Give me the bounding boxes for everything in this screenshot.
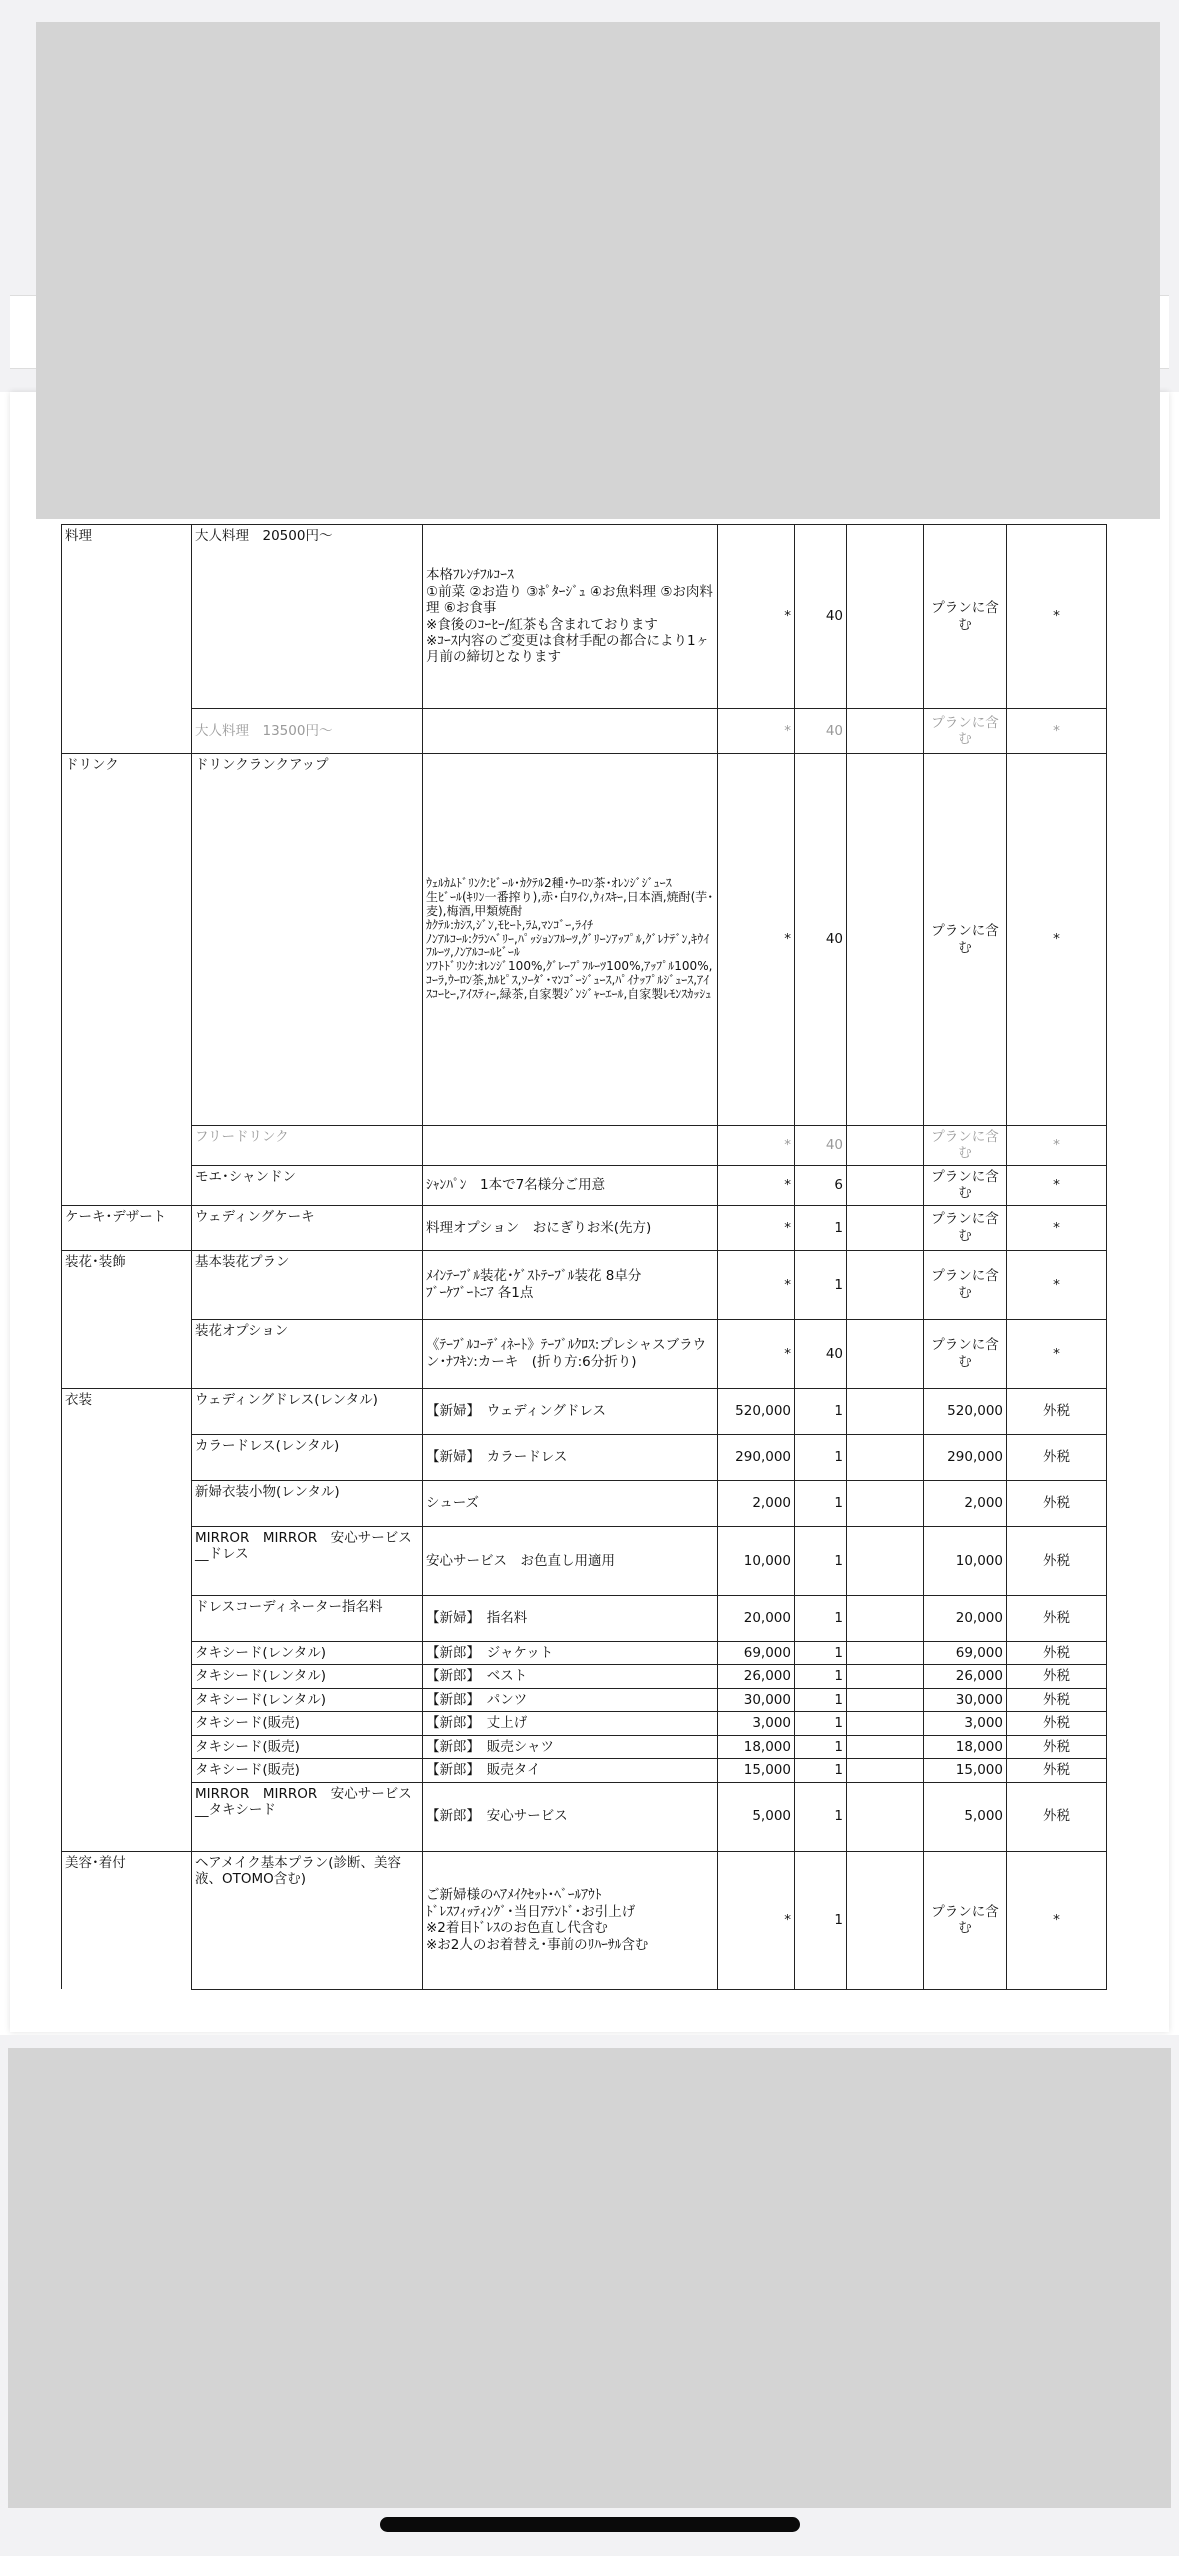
table-row xyxy=(62,1165,1107,1205)
blank-cell xyxy=(847,1759,924,1782)
item-cell: タキシード(販売) xyxy=(192,1712,423,1735)
amount-cell: 290,000 xyxy=(924,1434,1007,1480)
quantity-cell: 1 xyxy=(795,1250,847,1319)
detail-cell: 【新郎】 販売タイ xyxy=(423,1759,718,1782)
blank-cell xyxy=(847,1665,924,1688)
item-cell: 新婦衣装小物(レンタル) xyxy=(192,1480,423,1526)
table-row xyxy=(62,1250,1107,1319)
amount-cell: 18,000 xyxy=(924,1735,1007,1758)
item-cell: MIRROR MIRROR 安心サービス__タキシード xyxy=(192,1782,423,1851)
table-row xyxy=(62,1759,1107,1782)
quantity-cell: 1 xyxy=(795,1526,847,1595)
amount-cell: プランに含む xyxy=(924,1205,1007,1250)
amount-cell: 520,000 xyxy=(924,1388,1007,1434)
tax-cell: 外税 xyxy=(1007,1735,1107,1758)
blank-cell xyxy=(847,1595,924,1641)
amount-cell: 69,000 xyxy=(924,1641,1007,1664)
amount-cell: プランに含む xyxy=(924,754,1007,1126)
blank-cell xyxy=(847,1434,924,1480)
unit-price-cell: 18,000 xyxy=(718,1735,795,1758)
unit-price-cell: 10,000 xyxy=(718,1526,795,1595)
quantity-cell: 6 xyxy=(795,1165,847,1205)
amount-cell: 3,000 xyxy=(924,1712,1007,1735)
quantity-cell: 1 xyxy=(795,1205,847,1250)
tax-cell: 外税 xyxy=(1007,1688,1107,1711)
table-row xyxy=(62,1526,1107,1595)
unit-price-cell: 15,000 xyxy=(718,1759,795,1782)
unit-price-cell: * xyxy=(718,1319,795,1388)
category-cell: 装花･装飾 xyxy=(62,1250,192,1388)
quantity-cell: 40 xyxy=(795,709,847,754)
tax-cell: * xyxy=(1007,1205,1107,1250)
detail-cell: ご新婦様のﾍｱﾒｲｸｾｯﾄ･ﾍﾞｰﾙｱｳﾄ ﾄﾞﾚｽﾌｨｯﾃｨﾝｸﾞ･当日ｱﾃﾝﾄﾞ･お引上げ ※2着目ﾄﾞﾚｽのお色直し代含む ※お2人のお着替え･事前のﾘﾊｰｻﾙ含む xyxy=(423,1851,718,1989)
item-cell: タキシード(レンタル) xyxy=(192,1665,423,1688)
item-cell: タキシード(レンタル) xyxy=(192,1641,423,1664)
blank-cell xyxy=(847,1388,924,1434)
tax-cell: 外税 xyxy=(1007,1480,1107,1526)
blank-cell xyxy=(847,1641,924,1664)
tax-cell: * xyxy=(1007,525,1107,709)
unit-price-cell: * xyxy=(718,1205,795,1250)
amount-cell: 5,000 xyxy=(924,1782,1007,1851)
quantity-cell: 1 xyxy=(795,1735,847,1758)
blank-cell xyxy=(847,525,924,709)
quantity-cell: 1 xyxy=(795,1712,847,1735)
item-cell: モエ･シャンドン xyxy=(192,1165,423,1205)
unit-price-cell: * xyxy=(718,709,795,754)
quantity-cell: 1 xyxy=(795,1595,847,1641)
quantity-cell: 1 xyxy=(795,1480,847,1526)
unit-price-cell: 30,000 xyxy=(718,1688,795,1711)
amount-cell: 2,000 xyxy=(924,1480,1007,1526)
unit-price-cell: 5,000 xyxy=(718,1782,795,1851)
item-cell: ウェディングドレス(レンタル) xyxy=(192,1388,423,1434)
item-cell: 基本装花プラン xyxy=(192,1250,423,1319)
table-row xyxy=(62,1595,1107,1641)
tax-cell: 外税 xyxy=(1007,1641,1107,1664)
table-row xyxy=(62,1782,1107,1851)
tax-cell: 外税 xyxy=(1007,1526,1107,1595)
amount-cell: プランに含む xyxy=(924,1250,1007,1319)
table-row xyxy=(62,754,1107,1126)
detail-cell: 安心サービス お色直し用適用 xyxy=(423,1526,718,1595)
tax-cell: * xyxy=(1007,1126,1107,1166)
table-row xyxy=(62,525,1107,709)
blank-cell xyxy=(847,1526,924,1595)
table-row xyxy=(62,1641,1107,1664)
tax-cell: * xyxy=(1007,1319,1107,1388)
tax-cell: * xyxy=(1007,1165,1107,1205)
amount-cell: 30,000 xyxy=(924,1688,1007,1711)
detail-cell: ﾒｲﾝﾃｰﾌﾞﾙ装花･ｹﾞｽﾄﾃｰﾌﾞﾙ装花 8卓分 ﾌﾞｰｹﾌﾞｰﾄﾆｱ 各1点 xyxy=(423,1250,718,1319)
redacted-footer-block xyxy=(8,2048,1171,2508)
unit-price-cell: 20,000 xyxy=(718,1595,795,1641)
blank-cell xyxy=(847,1319,924,1388)
unit-price-cell: * xyxy=(718,1165,795,1205)
detail-cell xyxy=(423,1126,718,1166)
quantity-cell: 1 xyxy=(795,1759,847,1782)
category-cell: 料理 xyxy=(62,525,192,754)
blank-cell xyxy=(847,709,924,754)
detail-cell: 【新婦】 ウェディングドレス xyxy=(423,1388,718,1434)
detail-cell: 本格ﾌﾚﾝﾁﾌﾙｺｰｽ ①前菜 ②お造り ③ﾎﾟﾀｰｼﾞｭ ④お魚料理 ⑤お肉料理 ⑥お食事 ※食後のｺｰﾋｰ/紅茶も含まれております ※ｺｰｽ内容のご変更は食材手配の都合により1ヶ月前の締切となります xyxy=(423,525,718,709)
table-row xyxy=(62,1712,1107,1735)
blank-cell xyxy=(847,1165,924,1205)
detail-cell: 【新郎】 パンツ xyxy=(423,1688,718,1711)
quantity-cell: 1 xyxy=(795,1688,847,1711)
blank-cell xyxy=(847,1712,924,1735)
unit-price-cell: 3,000 xyxy=(718,1712,795,1735)
table-row xyxy=(62,1688,1107,1711)
table-row xyxy=(62,1126,1107,1166)
table-row xyxy=(62,709,1107,754)
detail-cell: 【新婦】 指名料 xyxy=(423,1595,718,1641)
item-cell: タキシード(販売) xyxy=(192,1735,423,1758)
table-row xyxy=(62,1480,1107,1526)
item-cell: フリードリンク xyxy=(192,1126,423,1166)
unit-price-cell: * xyxy=(718,754,795,1126)
unit-price-cell: 520,000 xyxy=(718,1388,795,1434)
detail-cell: 料理オプション おにぎりお米(先方) xyxy=(423,1205,718,1250)
category-cell: ケーキ･デザート xyxy=(62,1205,192,1250)
quantity-cell: 1 xyxy=(795,1665,847,1688)
amount-cell: 26,000 xyxy=(924,1665,1007,1688)
item-cell: ヘアメイク基本プラン(診断、美容液、OTOMO含む) xyxy=(192,1851,423,1989)
blank-cell xyxy=(847,1782,924,1851)
detail-cell: シューズ xyxy=(423,1480,718,1526)
amount-cell: プランに含む xyxy=(924,1126,1007,1166)
detail-cell: 【新郎】 丈上げ xyxy=(423,1712,718,1735)
item-cell: ウェディングケーキ xyxy=(192,1205,423,1250)
detail-cell: 【新郎】 販売シャツ xyxy=(423,1735,718,1758)
tax-cell: 外税 xyxy=(1007,1665,1107,1688)
detail-cell: 《ﾃｰﾌﾞﾙｺｰﾃﾞｨﾈｰﾄ》ﾃｰﾌﾞﾙｸﾛｽ:プレシャスブラウン･ﾅﾌｷﾝ:カーキ (折り方:6分折り) xyxy=(423,1319,718,1388)
unit-price-cell: 290,000 xyxy=(718,1434,795,1480)
item-cell: 大人料理 20500円～ xyxy=(192,525,423,709)
blank-cell xyxy=(847,1250,924,1319)
quantity-cell: 40 xyxy=(795,525,847,709)
unit-price-cell: 26,000 xyxy=(718,1665,795,1688)
item-cell: 大人料理 13500円～ xyxy=(192,709,423,754)
detail-cell: 【新郎】 ジャケット xyxy=(423,1641,718,1664)
detail-cell: 【新郎】 安心サービス xyxy=(423,1782,718,1851)
home-indicator[interactable] xyxy=(380,2517,800,2532)
unit-price-cell: 69,000 xyxy=(718,1641,795,1664)
blank-cell xyxy=(847,754,924,1126)
item-cell: ドリンクランクアップ xyxy=(192,754,423,1126)
table-row xyxy=(62,1205,1107,1250)
quantity-cell: 40 xyxy=(795,1126,847,1166)
unit-price-cell: * xyxy=(718,1851,795,1989)
category-cell: ドリンク xyxy=(62,754,192,1206)
tax-cell: 外税 xyxy=(1007,1595,1107,1641)
detail-cell: 【新婦】 カラードレス xyxy=(423,1434,718,1480)
quantity-cell: 1 xyxy=(795,1851,847,1989)
tax-cell: * xyxy=(1007,754,1107,1126)
blank-cell xyxy=(847,1688,924,1711)
quantity-cell: 40 xyxy=(795,754,847,1126)
unit-price-cell: * xyxy=(718,1126,795,1166)
quantity-cell: 1 xyxy=(795,1782,847,1851)
quantity-cell: 1 xyxy=(795,1434,847,1480)
table-row xyxy=(62,1388,1107,1434)
detail-cell: ｼｬﾝﾊﾟﾝ 1本で7名様分ご用意 xyxy=(423,1165,718,1205)
blank-cell xyxy=(847,1126,924,1166)
tax-cell: * xyxy=(1007,1250,1107,1319)
unit-price-cell: 2,000 xyxy=(718,1480,795,1526)
blank-cell xyxy=(847,1735,924,1758)
tax-cell: * xyxy=(1007,709,1107,754)
tax-cell: 外税 xyxy=(1007,1712,1107,1735)
amount-cell: プランに含む xyxy=(924,709,1007,754)
table-row xyxy=(62,1735,1107,1758)
category-cell: 美容･着付 xyxy=(62,1851,192,1989)
blank-cell xyxy=(847,1205,924,1250)
amount-cell: 15,000 xyxy=(924,1759,1007,1782)
quantity-cell: 40 xyxy=(795,1319,847,1388)
table-row xyxy=(62,1434,1107,1480)
item-cell: 装花オプション xyxy=(192,1319,423,1388)
tax-cell: * xyxy=(1007,1851,1107,1989)
detail-cell: 【新郎】 ベスト xyxy=(423,1665,718,1688)
table-row xyxy=(62,1851,1107,1989)
amount-cell: プランに含む xyxy=(924,1851,1007,1989)
category-cell: 衣装 xyxy=(62,1388,192,1851)
table-row xyxy=(62,1665,1107,1688)
item-cell: タキシード(販売) xyxy=(192,1759,423,1782)
unit-price-cell: * xyxy=(718,525,795,709)
amount-cell: プランに含む xyxy=(924,1165,1007,1205)
item-cell: ドレスコーディネーター指名料 xyxy=(192,1595,423,1641)
tax-cell: 外税 xyxy=(1007,1782,1107,1851)
amount-cell: 20,000 xyxy=(924,1595,1007,1641)
redacted-header-block xyxy=(36,22,1160,519)
item-cell: タキシード(レンタル) xyxy=(192,1688,423,1711)
table-row xyxy=(62,1319,1107,1388)
blank-cell xyxy=(847,1480,924,1526)
quantity-cell: 1 xyxy=(795,1641,847,1664)
estimate-table xyxy=(61,524,1107,1990)
quantity-cell: 1 xyxy=(795,1388,847,1434)
amount-cell: 10,000 xyxy=(924,1526,1007,1595)
amount-cell: プランに含む xyxy=(924,1319,1007,1388)
detail-cell: ｳｪﾙｶﾑﾄﾞﾘﾝｸ:ﾋﾞｰﾙ･ｶｸﾃﾙ2種･ｳｰﾛﾝ茶･ｵﾚﾝｼﾞｼﾞｭｰｽ 生ﾋﾞｰﾙ(ｷﾘﾝ一番搾り),赤･白ﾜｲﾝ,ｳｨｽｷｰ,日本酒,焼酎(芋･麦),梅酒,甲類焼酎 ｶｸﾃﾙ:ｶｼｽ,ｼﾞﾝ,ﾓﾋｰﾄ,ﾗﾑ,ﾏﾝｺﾞｰ,ﾗｲﾁ ﾉﾝｱﾙｺｰﾙ:ｸﾗﾝﾍﾞﾘｰ,ﾊﾟｯｼｮﾝﾌﾙｰﾂ,ｸﾞﾘｰﾝｱｯﾌﾟﾙ,ｸﾞﾚﾅﾃﾞﾝ,ｷｳｲﾌﾙｰﾂ,ﾉﾝｱﾙｺｰﾙﾋﾞｰﾙ ｿﾌﾄﾄﾞﾘﾝｸ:ｵﾚﾝｼﾞ100%,ｸﾞﾚｰﾌﾟﾌﾙｰﾂ100%,ｱｯﾌﾟﾙ100%,ｺｰﾗ,ｳｰﾛﾝ茶,ｶﾙﾋﾟｽ,ｿｰﾀﾞ･ﾏﾝｺﾞｰｼﾞｭｰｽ,ﾊﾟｲﾅｯﾌﾟﾙｼﾞｭｰｽ,ｱｲｽｺｰﾋｰ,ｱｲｽﾃｨｰ,緑茶,自家製ｼﾞﾝｼﾞｬｰｴｰﾙ,自家製ﾚﾓﾝｽｶｯｼｭ xyxy=(423,754,718,1126)
item-cell: MIRROR MIRROR 安心サービス__ドレス xyxy=(192,1526,423,1595)
item-cell: カラードレス(レンタル) xyxy=(192,1434,423,1480)
blank-cell xyxy=(847,1851,924,1989)
amount-cell: プランに含む xyxy=(924,525,1007,709)
tax-cell: 外税 xyxy=(1007,1759,1107,1782)
detail-cell xyxy=(423,709,718,754)
tax-cell: 外税 xyxy=(1007,1434,1107,1480)
unit-price-cell: * xyxy=(718,1250,795,1319)
tax-cell: 外税 xyxy=(1007,1388,1107,1434)
